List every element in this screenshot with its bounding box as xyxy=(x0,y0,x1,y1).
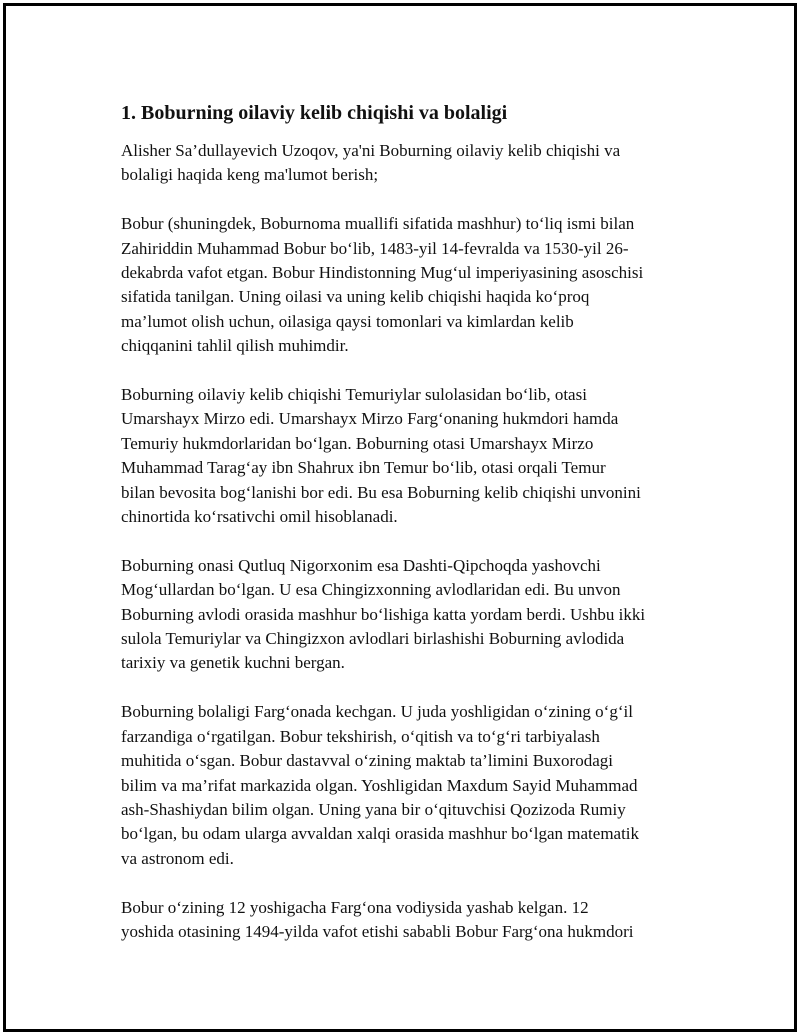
document-body xyxy=(121,100,696,969)
text-line: Boburning bolaligi Farg‘onada kechgan. U juda yoshligidan o‘zining o‘g‘il xyxy=(121,702,633,722)
text-line: Boburning onasi Qutluq Nigorxonim esa Dashti-Qipchoqda yashovchi xyxy=(121,555,601,575)
paragraph-childhood xyxy=(121,700,696,871)
text-line: farzandiga o‘rgatilgan. Bobur tekshirish, o‘qitish va to‘g‘ri tarbiyalash xyxy=(121,726,600,746)
text-line: sifatida tanilgan. Uning oilasi va uning kelib chiqishi haqida ko‘proq xyxy=(121,287,590,307)
text-line: tarixiy va genetik kuchni bergan. xyxy=(121,653,345,673)
text-line: Temuriy hukmdorlaridan bo‘lgan. Boburning otasi Umarshayx Mirzo xyxy=(121,433,594,453)
paragraph-intro xyxy=(121,139,696,188)
text-line: chiqqanini tahlil qilish muhimdir. xyxy=(121,336,349,356)
text-line: Umarshayx Mirzo edi. Umarshayx Mirzo Farg‘onaning hukmdori hamda xyxy=(121,409,619,429)
text-line: ash-Shashiydan bilim olgan. Uning yana bir o‘qituvchisi Qozizoda Rumiy xyxy=(121,799,626,819)
text-line: bo‘lgan, bu odam ularga avvaldan xalqi orasida mashhur bo‘lgan matematik xyxy=(121,824,640,844)
page-frame xyxy=(3,3,797,1032)
text-line: va astronom edi. xyxy=(121,848,234,868)
paragraph-father xyxy=(121,383,696,529)
document-title: 1. Boburning oilaviy kelib chiqishi va bolaligi xyxy=(121,102,508,124)
paragraph-youth xyxy=(121,896,696,945)
text-line: ma’lumot olish uchun, oilasiga qaysi tomonlari va kimlardan kelib xyxy=(121,311,574,331)
text-line: Bobur o‘zining 12 yoshigacha Farg‘ona vodiysida yashab kelgan. 12 xyxy=(121,897,589,917)
text-line: Boburning oilaviy kelib chiqishi Temuriylar sulolasidan bo‘lib, otasi xyxy=(121,385,587,405)
text-line: bilan bevosita bog‘lanishi bor edi. Bu esa Boburning kelib chiqishi unvonini xyxy=(121,482,641,502)
text-line: sulola Temuriylar va Chingizxon avlodlari birlashishi Boburning avlodida xyxy=(121,629,625,649)
text-line: Mog‘ullardan bo‘lgan. U esa Chingizxonning avlodlaridan edi. Bu unvon xyxy=(121,580,621,600)
text-line: Zahiriddin Muhammad Bobur bo‘lib, 1483-yil 14-fevralda va 1530-yil 26- xyxy=(121,238,629,258)
paragraph-bobur-name xyxy=(121,212,696,358)
text-line: Alisher Sa’dullayevich Uzoqov, ya'ni Boburning oilaviy kelib chiqishi va xyxy=(121,141,621,160)
text-line: Muhammad Tarag‘ay ibn Shahrux ibn Temur bo‘lib, otasi orqali Temur xyxy=(121,458,606,478)
text-line: chinortida ko‘rsativchi omil hisoblanadi. xyxy=(121,507,398,527)
text-line: bolaligi haqida keng ma'lumot berish; xyxy=(121,165,379,185)
text-line: yoshida otasining 1494-yilda vafot etishi sababli Bobur Farg‘ona hukmdori xyxy=(121,921,634,941)
text-line: Boburning avlodi orasida mashhur bo‘lishiga katta yordam berdi. Ushbu ikki xyxy=(121,604,646,624)
text-line: dekabrda vafot etgan. Bobur Hindistonning Mug‘ul imperiyasining asoschisi xyxy=(121,263,644,283)
text-line: Bobur (shuningdek, Boburnoma muallifi sifatida mashhur) to‘liq ismi bilan xyxy=(121,214,635,234)
paragraph-mother xyxy=(121,554,696,676)
text-line: muhitida o‘sgan. Bobur dastavval o‘zining maktab ta’limini Buxorodagi xyxy=(121,751,613,771)
text-line: bilim va ma’rifat markazida olgan. Yoshligidan Maxdum Sayid Muhammad xyxy=(121,775,638,795)
